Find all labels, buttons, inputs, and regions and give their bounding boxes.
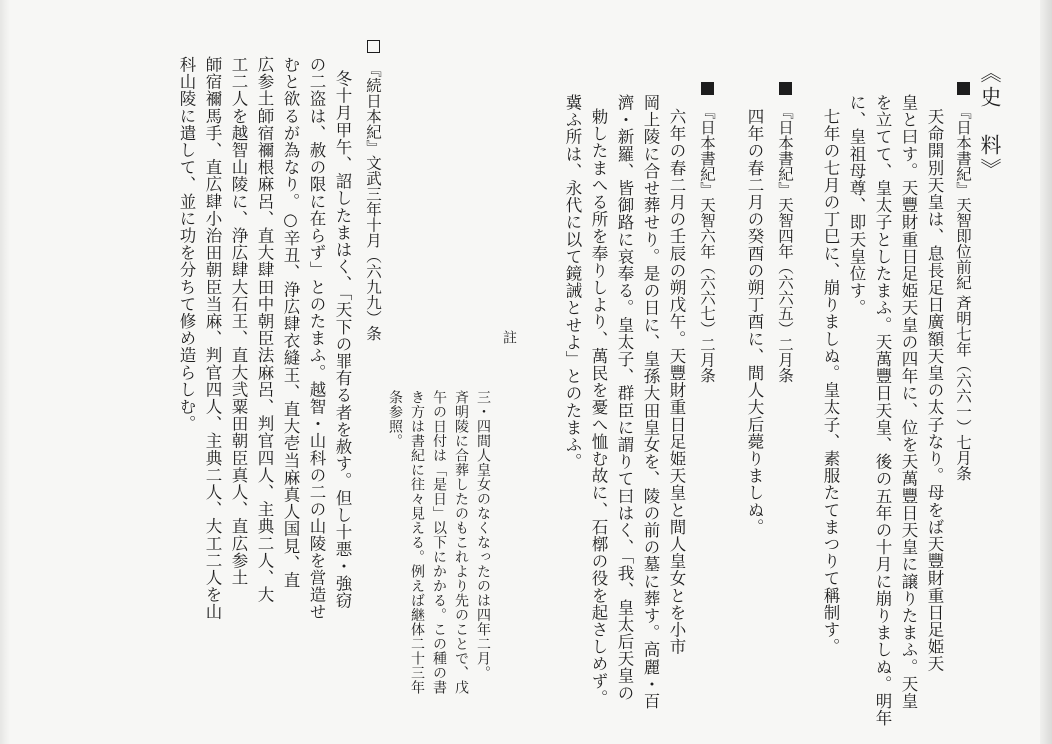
section-3-note-line-5: 条参照。 [387, 390, 403, 448]
section-3-line-3: 濟・新羅、皆御路に哀奉る。皇太子、群臣に謂りて曰はく、「我、皇太后天皇の [615, 94, 634, 702]
section-4-line-6: 師宿禰馬手、直広肆小治田朝臣当麻、判官四人、主典二人、大工二人を山 [203, 56, 222, 621]
section-1-line-5: 七年の七月の丁巳に、崩りましぬ。皇太子、素服たてまつりて稱制す。 [821, 108, 840, 656]
section-4-line-4: 広参土師宿禰根麻呂、直大肆田中朝臣法麻呂、判官四人、主典二人、大 [255, 56, 274, 604]
page-left-shadow [0, 0, 10, 744]
section-3-line-1: 六年の春二月の壬辰の朔戊午。天豐財重日足姫天皇と間人皇女とを小市 [667, 108, 686, 656]
section-2-marker [779, 82, 792, 95]
section-4-marker [367, 40, 380, 53]
section-4-line-1: 冬十月甲午、詔したまはく、「天下の罪有る者を赦す。但し十悪・強窃 [333, 70, 352, 609]
section-2-heading-block [777, 82, 793, 383]
section-2-line-1: 四年の春二月の癸酉の朔丁酉に、間人大后薨りましぬ。 [745, 108, 764, 536]
section-4-line-3: むと欲るが為なり。○辛丑、浄広肆衣縫王、直大壱当麻真人国見、直 [281, 56, 300, 589]
section-3-line-2: 岡上陵に合せ葬せり。是の日に、皇孫大田皇女を、陵の前の墓に葬す。高麗・百 [641, 94, 660, 710]
section-1-line-3: を立てて、皇太子としたまふ。天萬豐日天皇、後の五年の十月に崩りましぬ。明年 [873, 94, 892, 727]
page-right-shadow [1040, 0, 1052, 744]
section-3-note-line-2: 斉明陵に合葬したのもこれより先のことで、戊 [453, 390, 469, 695]
section-1-line-2: 皇と曰す。天豐財重日足姫天皇の四年に、位を天萬豐日天皇に譲りたまふ。天皇 [899, 94, 918, 710]
section-3-line-4: 勅したまへる所を奉りしより、萬民を憂へ恤む故に、石槨の役を起さしめず。 [589, 108, 608, 707]
section-4-heading-block [365, 40, 381, 341]
section-3-note-line-3: 午の日付は「是日」以下にかかる。この種の書 [431, 390, 447, 695]
section-4-line-7: 科山陵に遣して、並に功を分ちて修め造らしむ。 [177, 56, 196, 433]
section-4-line-2: の二盗は、赦の限に在らず」とのたまふ。越智・山科の二の山陵を営造せ [307, 56, 326, 621]
section-1-marker [957, 82, 970, 95]
section-2-heading: 『日本書紀』天智四年（六六五）二月条 [776, 103, 794, 383]
section-1-heading: 『日本書紀』天智即位前紀 斉明七年（六六一）七月条 [954, 103, 972, 481]
section-4-line-5: 工二人を越智山陵に、浄広肆大石王、直大弐粟田朝臣真人、直広参土 [229, 56, 248, 587]
page-title: 《史 料》 [978, 62, 1002, 182]
section-3-note-line-1: 三・四間人皇女のなくなったのは四年二月。 [475, 390, 491, 680]
section-1-line-4: に、皇祖母尊、即天皇位す。 [847, 94, 866, 317]
section-3-marker [701, 82, 714, 95]
section-1-heading-block [955, 82, 971, 481]
section-1-line-1: 天命開別天皇は、息長足日廣額天皇の太子なり。母をば天豐財重日足姫天 [925, 108, 944, 673]
section-3-note-line-4: き方は書紀に往々見える。例えば継体二十三年 [409, 390, 425, 695]
section-3-heading-block [699, 82, 715, 383]
section-4-heading: 『続日本紀』文武三年十月（六九九）条 [364, 61, 382, 341]
section-3-note-label: 註 [501, 330, 517, 345]
section-3-line-5: 冀ふ所は、永代に以て鏡誡とせよ」とのたまふ。 [563, 94, 582, 471]
section-3-heading: 『日本書紀』天智六年（六六七）二月条 [698, 103, 716, 383]
